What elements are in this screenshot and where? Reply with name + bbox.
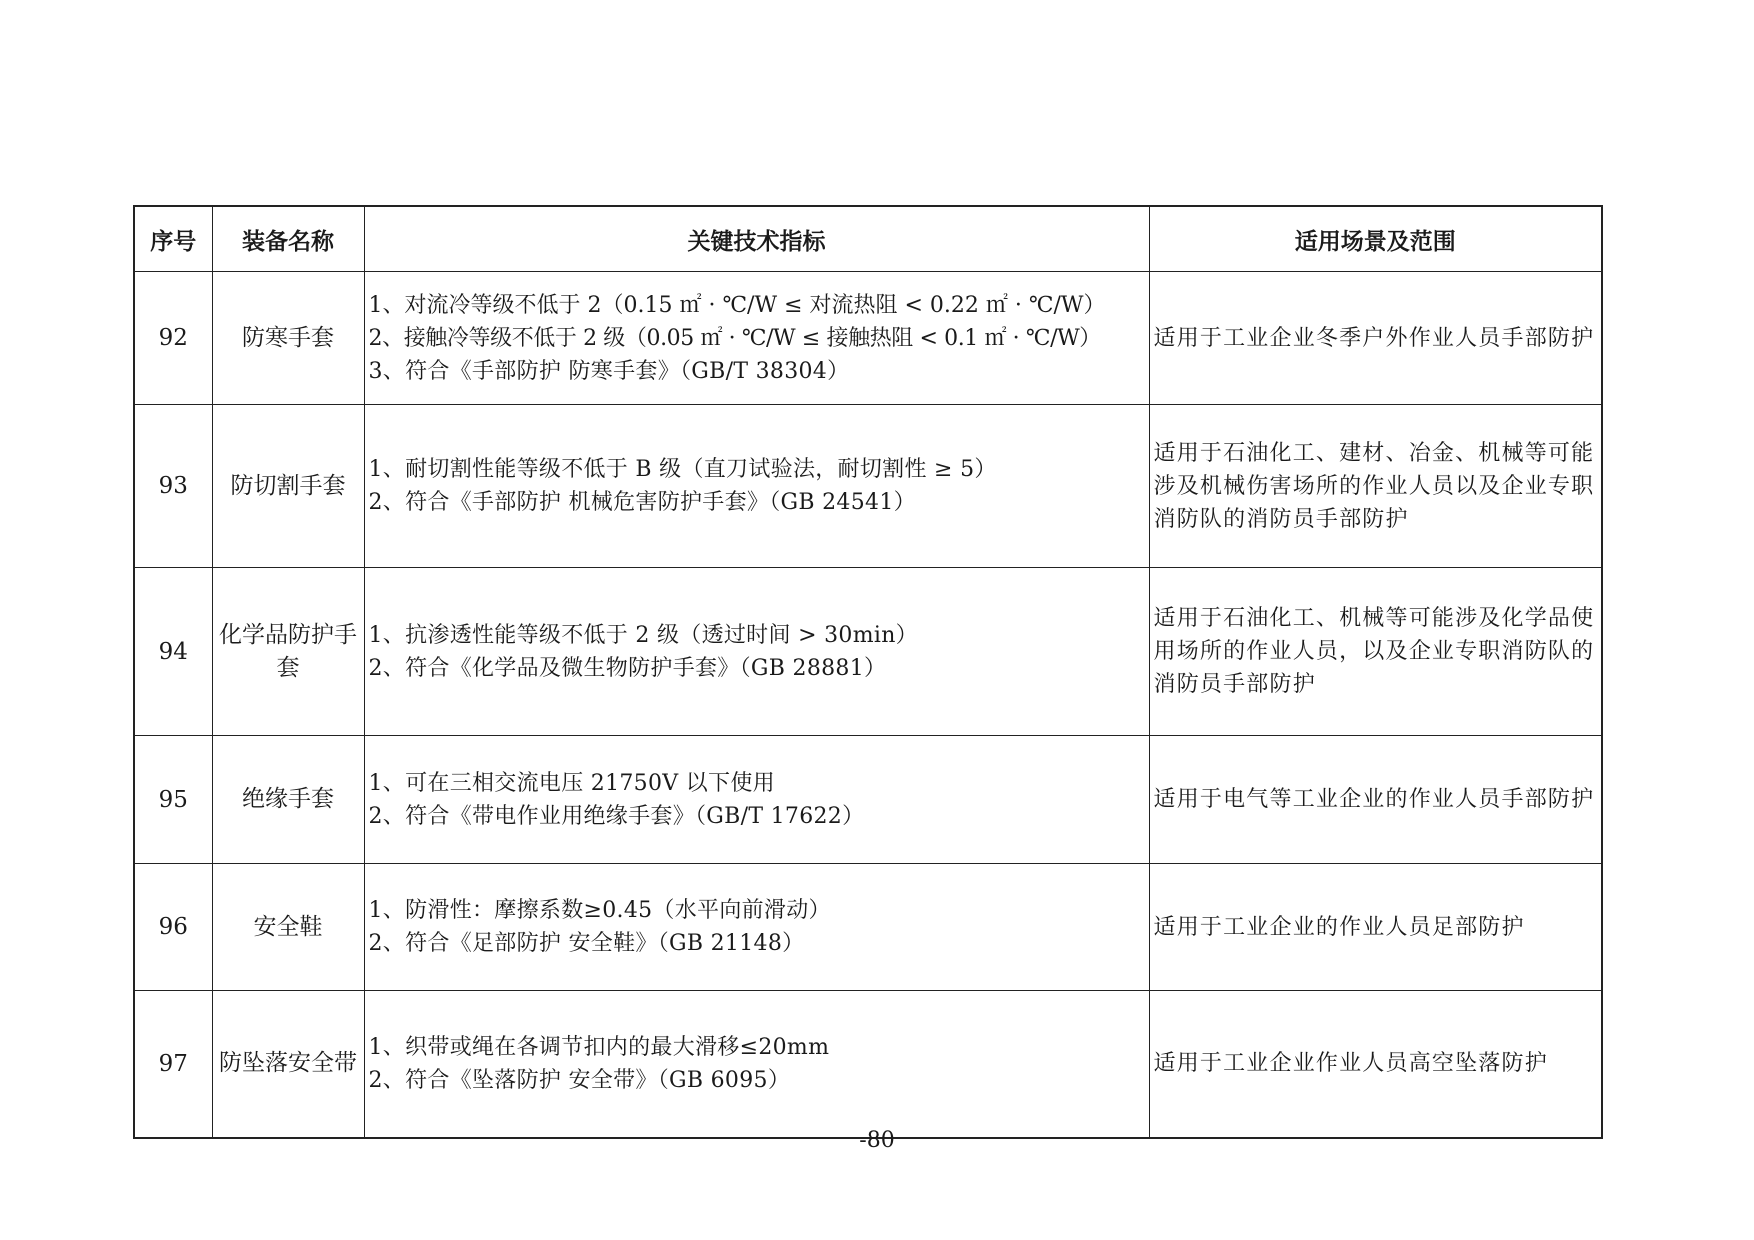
- spec-line: 2、符合《坠落防护 安全带》（GB 6095）: [368, 1067, 791, 1093]
- row-name: 安全鞋: [212, 864, 364, 991]
- row-scope: 适用于石油化工、建材、冶金、机械等可能涉及机械伤害场所的作业人员以及企业专职消防队的消防员手部防护: [1149, 405, 1602, 568]
- spec-line: 2、符合《足部防护 安全鞋》（GB 21148）: [368, 931, 805, 956]
- spec-line: 1、耐切割性能等级不低于 B 级（直刀试验法，耐切割性 ≥ 5）: [368, 457, 997, 482]
- spec-line: 1、可在三相交流电压 21750V 以下使用: [368, 770, 775, 796]
- table-row: [134, 405, 1602, 568]
- row-spec: [364, 568, 1149, 736]
- row-spec: [364, 736, 1149, 864]
- table-header-row: [134, 206, 1602, 272]
- spec-line: 2、接触冷等级不低于 2 级（0.05 ㎡ · ℃/W ≤ 接触热阻 < 0.1 ㎡ · ℃/W）: [368, 325, 1101, 351]
- table-row: [134, 864, 1602, 991]
- spec-line: 2、符合《手部防护 机械危害防护手套》（GB 24541）: [368, 490, 916, 515]
- spec-line: 2、符合《化学品及微生物防护手套》（GB 28881）: [368, 655, 887, 681]
- row-scope: 适用于工业企业冬季户外作业人员手部防护: [1149, 272, 1602, 405]
- row-name: 防坠落安全带: [212, 991, 364, 1138]
- row-name: 防寒手套: [212, 272, 364, 405]
- row-scope: 适用于工业企业作业人员高空坠落防护: [1149, 991, 1602, 1138]
- spec-line: 2、符合《带电作业用绝缘手套》（GB/T 17622）: [368, 803, 865, 829]
- row-spec: [364, 272, 1149, 405]
- table-row: [134, 272, 1602, 405]
- row-scope: 适用于工业企业的作业人员足部防护: [1149, 864, 1602, 991]
- header-spec: 关键技术指标: [364, 206, 1149, 272]
- row-no: 92: [134, 272, 212, 405]
- row-no: 93: [134, 405, 212, 568]
- equipment-table: [133, 205, 1603, 1139]
- spec-line: 1、对流冷等级不低于 2（0.15 ㎡ · ℃/W ≤ 对流热阻 < 0.22 ㎡ · ℃/W）: [368, 292, 1106, 318]
- row-spec: [364, 405, 1149, 568]
- row-name: 防切割手套: [212, 405, 364, 568]
- header-scope: 适用场景及范围: [1149, 206, 1602, 272]
- table-row: [134, 568, 1602, 736]
- row-no: 95: [134, 736, 212, 864]
- row-scope: 适用于石油化工、机械等可能涉及化学品使用场所的作业人员，以及企业专职消防队的消防员手部防护: [1149, 568, 1602, 736]
- spec-line: 1、抗渗透性能等级不低于 2 级（透过时间 > 30min）: [368, 622, 918, 648]
- row-spec: [364, 991, 1149, 1138]
- row-no: 97: [134, 991, 212, 1138]
- spec-line: 1、织带或绳在各调节扣内的最大滑移≤20mm: [368, 1034, 830, 1060]
- header-no: 序号: [134, 206, 212, 272]
- spec-line: 1、防滑性：摩擦系数≥0.45（水平向前滑动）: [368, 898, 831, 923]
- row-no: 94: [134, 568, 212, 736]
- row-spec: [364, 864, 1149, 991]
- header-name: 装备名称: [212, 206, 364, 272]
- row-name: 化学品防护手套: [212, 568, 364, 736]
- row-name: 绝缘手套: [212, 736, 364, 864]
- page-number: -80: [859, 1128, 895, 1153]
- row-scope: 适用于电气等工业企业的作业人员手部防护: [1149, 736, 1602, 864]
- row-no: 96: [134, 864, 212, 991]
- table-row: [134, 736, 1602, 864]
- spec-line: 3、符合《手部防护 防寒手套》（GB/T 38304）: [368, 358, 850, 384]
- table-row: [134, 991, 1602, 1138]
